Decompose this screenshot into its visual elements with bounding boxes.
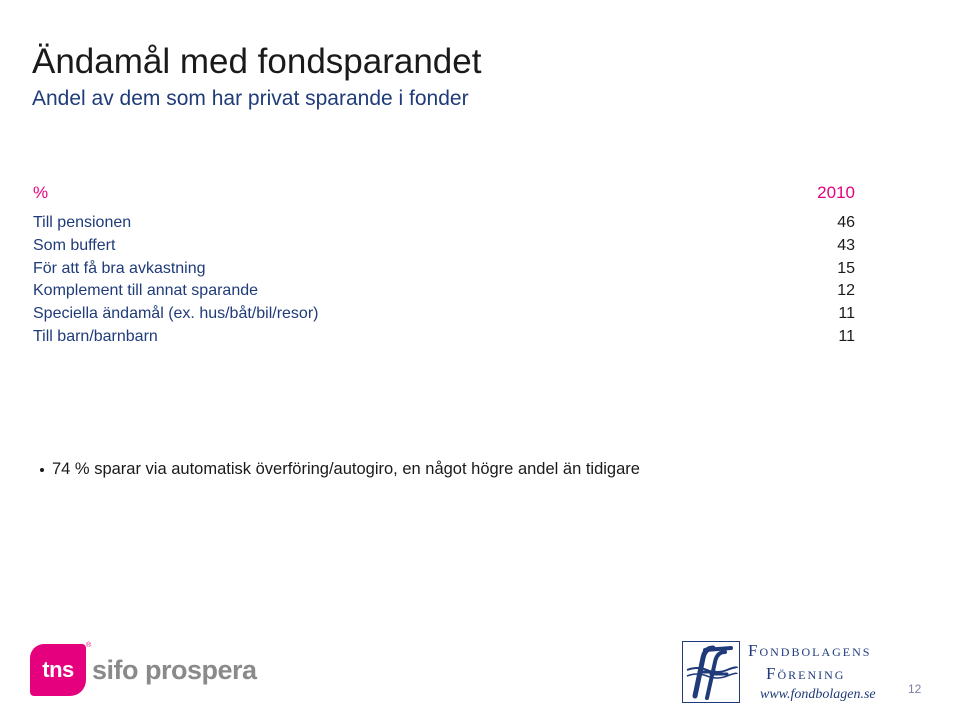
ff-monogram-icon — [682, 641, 740, 703]
ff-name-line2: Förening — [766, 664, 846, 683]
row-label: Komplement till annat sparande — [33, 282, 259, 300]
row-label: Som buffert — [33, 237, 116, 255]
header-year: 2010 — [817, 183, 855, 202]
row-label: Till pensionen — [33, 214, 132, 232]
ff-name-line1: Fondbolagens — [748, 641, 872, 660]
header-percent-label: % — [33, 183, 49, 202]
row-value: 11 — [838, 327, 855, 345]
purpose-table — [33, 180, 855, 348]
tns-mark — [30, 644, 86, 696]
row-value: 11 — [838, 305, 855, 323]
tns-sifo-prospera-logo — [30, 644, 257, 696]
row-label: För att få bra avkastning — [33, 259, 206, 277]
row-value: 12 — [837, 282, 855, 300]
row-label: Speciella ändamål (ex. hus/båt/bil/resor) — [33, 305, 319, 323]
row-value: 15 — [837, 259, 855, 277]
table-header — [33, 180, 855, 206]
table-row — [33, 235, 855, 258]
table-row — [33, 212, 855, 235]
bullet-note-text: 74 % sparar via automatisk överföring/autogiro, en något högre andel än tidigare — [52, 460, 640, 478]
fondbolagens-forening-logo — [682, 641, 904, 707]
tns-mark-text: tns — [42, 657, 74, 682]
page-number: 12 — [908, 682, 922, 696]
ff-url[interactable]: www.fondbolagen.se — [760, 687, 876, 702]
tns-registered-mark: ® — [86, 642, 92, 649]
table-row — [33, 257, 855, 280]
row-value: 46 — [837, 214, 855, 232]
bullet-note — [40, 460, 640, 479]
table-row — [33, 280, 855, 303]
slide-title: Ändamål med fondsparandet — [32, 42, 482, 81]
sifo-prospera-text: sifo prospera — [92, 654, 257, 685]
slide-subtitle: Andel av dem som har privat sparande i fonder — [32, 87, 469, 110]
table-row — [33, 303, 855, 326]
row-value: 43 — [837, 237, 855, 255]
ff-monogram-svg — [683, 642, 739, 702]
bullet-icon — [40, 468, 44, 472]
table-row — [33, 325, 855, 348]
row-label: Till barn/barnbarn — [33, 327, 158, 345]
table-rows — [33, 212, 855, 348]
